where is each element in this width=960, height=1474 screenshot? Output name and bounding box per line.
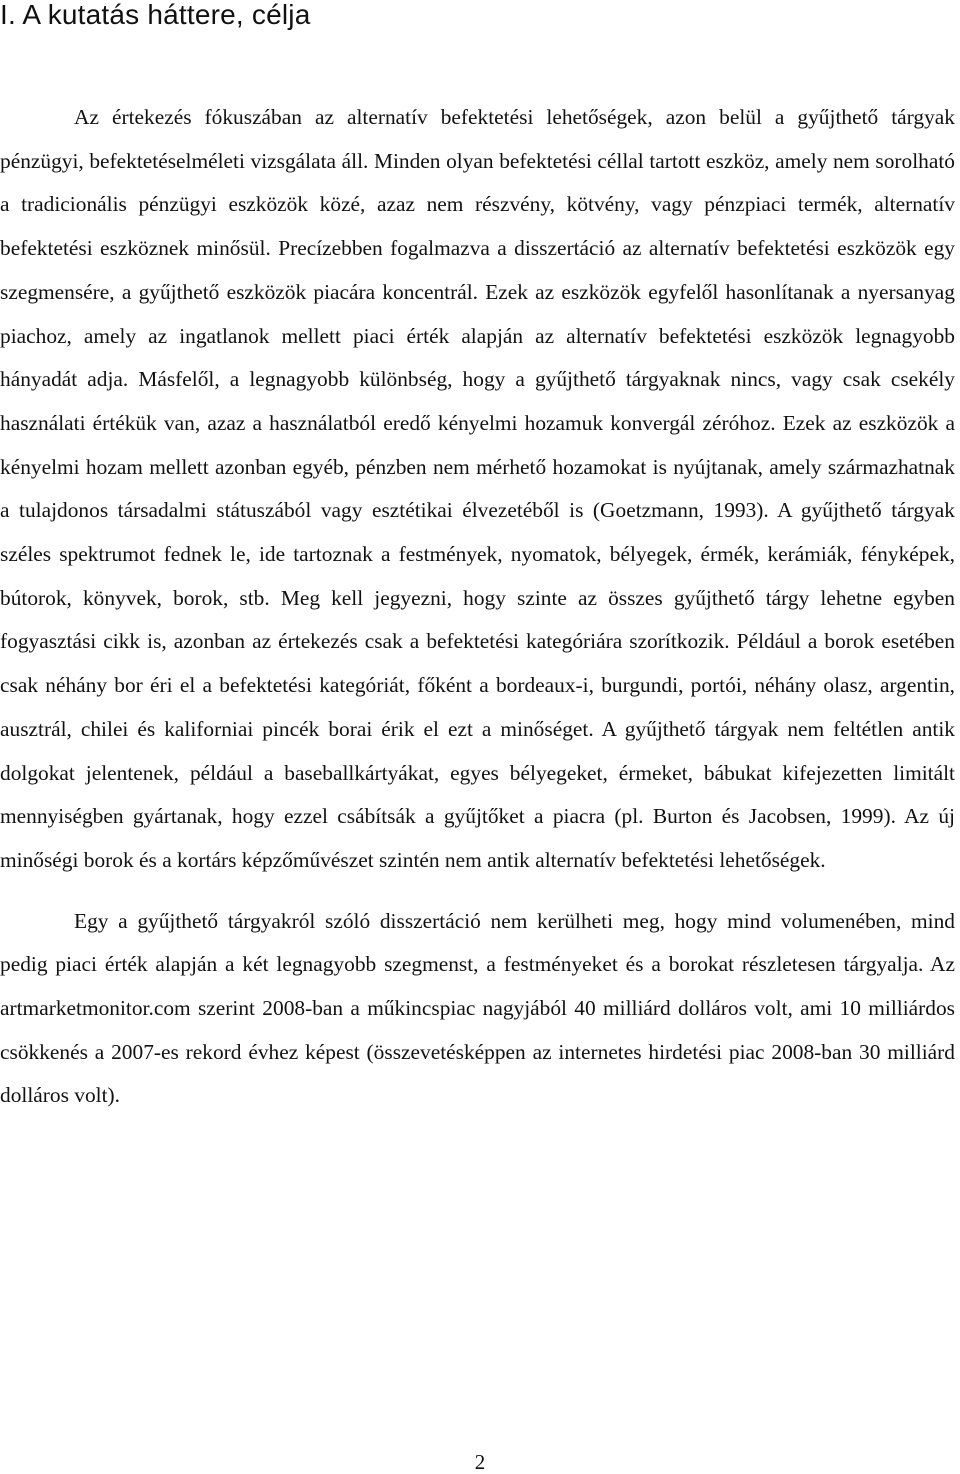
paragraph-1: Az értekezés fókuszában az alternatív befektetési lehetőségek, azon belül a gyűjthető tárgyak pénzügyi, befektetéselméleti vizsgálata áll. Minden olyan befektetési céllal tartott eszköz, amely nem sorolható a tradicionális pénzügyi eszközök közé, azaz nem részvény, kötvény, vagy pénzpiaci termék, alternatív befektetési eszköznek minősül. Precízebben fogalmazva a disszertáció az alternatív befektetési eszközök egy szegmensére, a gyűjthető eszközök piacára koncentrál. Ezek az eszközök egyfelől hasonlítanak a nyersanyag piachoz, amely az ingatlanok mellett piaci érték alapján az alternatív befektetési eszközök legnagyobb hányadát adja. Másfelől, a legnagyobb különbség, hogy a gyűjthető tárgyaknak nincs, vagy csak csekély használati értékük van, azaz a használatból eredő kényelmi hozamuk konvergál zéróhoz. Ezek az eszközök a kényelmi hozam mellett azonban egyéb, pénzben nem mérhető hozamokat is nyújtanak, amely származhatnak a tulajdonos társadalmi státuszából vagy esztétikai élvezetéből is (Goetzmann, 1993). A gyűjthető tárgyak széles spektrumot fednek le, ide tartoznak a festmények, nyomatok, bélyegek, érmék, kerámiák, fényképek, bútorok, könyvek, borok, stb. Meg kell jegyezni, hogy szinte az összes gyűjthető tárgy lehetne egyben fogyasztási cikk is, azonban az értekezés csak a befektetési kategóriára szorítkozik. Például a borok esetében csak néhány bor éri el a befektetési kategóriát, főként a bordeaux-i, burgundi, portói, néhány olasz, argentin, ausztrál, chilei és kaliforniai pincék borai érik el ezt a minőséget. A gyűjthető tárgyak nem feltétlen antik dolgokat jelentenek, például a baseballkártyákat, egyes bélyegeket, érmeket, bábukat kifejezetten limitált mennyiségben gyártanak, hogy ezzel csábítsák a gyűjtőket a piacra (pl. Burton és Jacobsen, 1999). Az új minőségi borok és a kortárs képzőművészet szintén nem antik alternatív befektetési lehetőségek. — [0, 105, 955, 872]
section-heading: I. A kutatás háttere, célja — [0, 0, 311, 30]
paragraph-2: Egy a gyűjthető tárgyakról szóló disszertáció nem kerülheti meg, hogy mind volumenében, mind pedig piaci érték alapján a két legnagyobb szegmenst, a festményeket és a borokat részletesen tárgyalja. Az artmarketmonitor.com szerint 2008-ban a műkincspiac nagyjából 40 milliárd dolláros volt, ami 10 milliárdos csökkenés a 2007-es rekord évhez képest (összevetésképpen az internetes hirdetési piac 2008-ban 30 milliárd dolláros volt). — [0, 908, 955, 1108]
body-text — [0, 96, 955, 1118]
page-number: 2 — [474, 1450, 486, 1474]
